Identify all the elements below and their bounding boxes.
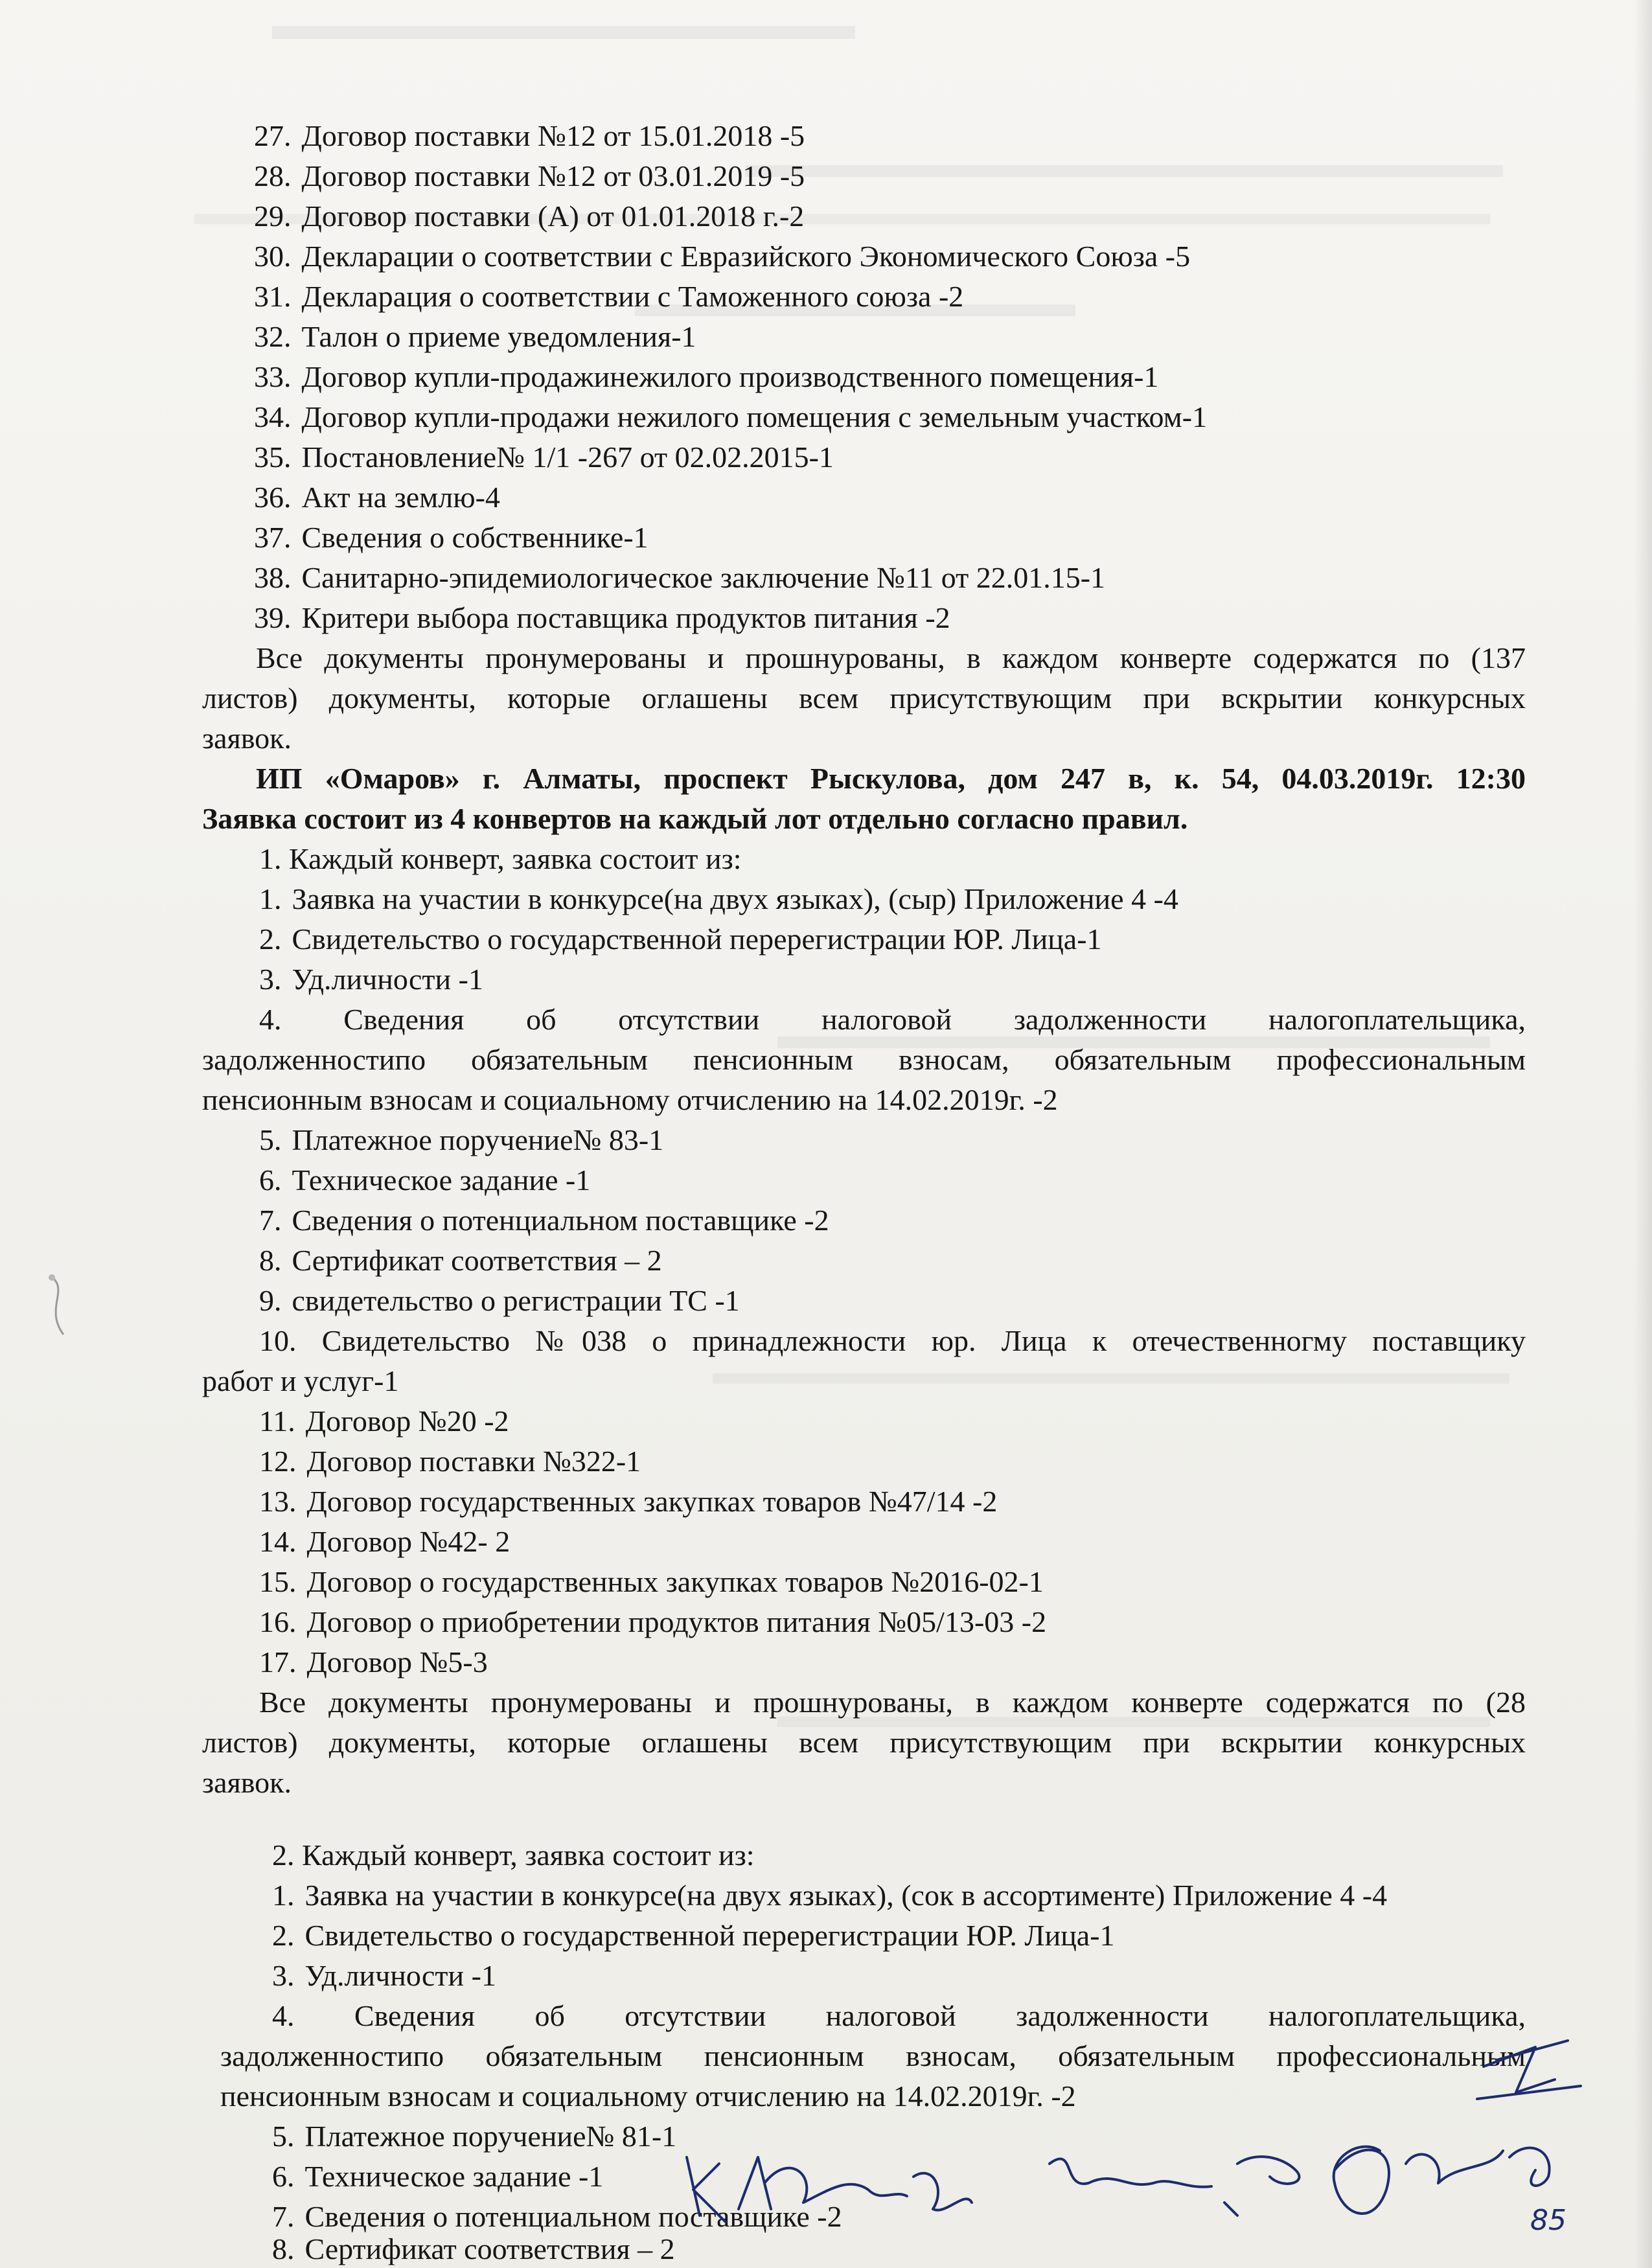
list-item-continuation: пенсионным взносам и социальному отчислению на 14.02.2019г. -2 — [220, 2079, 1076, 2113]
item-text: Договор о государственных закупках товаров №2016-02-1 — [306, 1565, 1044, 1598]
list-item: 4. Сведения об отсутствии налоговой задолженности налогоплательщика, — [272, 1999, 1526, 2032]
item-text: Свидетельство о государственной перерегистрации ЮР. Лица-1 — [304, 1919, 1115, 1952]
item-number: 16. — [259, 1605, 297, 1638]
list-item — [272, 1918, 1115, 1954]
item-text: Сертификат соответствия – 2 — [304, 2232, 675, 2265]
list-item — [259, 961, 483, 998]
item-text: Техническое задание -1 — [304, 2160, 604, 2193]
list-item — [259, 1564, 1044, 1600]
item-number: 6. — [259, 1163, 282, 1197]
list-item-continuation: задолженностипо обязательным пенсионным взносам, обязательным профессиональным — [202, 1043, 1526, 1076]
item-text: Заявка на участии в конкурсе(на двух языках), (сыр) Приложение 4 -4 — [292, 882, 1178, 915]
item-text: Уд.личности -1 — [292, 963, 483, 996]
paragraph-line: Все документы пронумерованы и прошнурованы, в каждом конверте содержатся по (28 — [259, 1686, 1526, 1719]
item-text: Договор №42- 2 — [306, 1525, 511, 1558]
list-item — [259, 1604, 1046, 1640]
list-item — [254, 279, 963, 315]
item-text: Уд.личности -1 — [304, 1959, 496, 1992]
item-text: Договор поставки №12 от 15.01.2018 -5 — [301, 119, 805, 152]
list-item — [259, 1483, 997, 1520]
item-number: 29. — [254, 200, 292, 233]
item-number: 11. — [259, 1404, 295, 1438]
item-text: Санитарно-эпидемиологическое заключение №11 от 22.01.15-1 — [301, 561, 1106, 594]
item-text: Декларация о соответствии с Таможенного союза -2 — [301, 280, 964, 313]
list-item — [254, 439, 834, 475]
item-number: 1. — [259, 882, 282, 915]
item-text: Договор купли-продажинежилого производственного помещения-1 — [301, 360, 1159, 393]
item-number: 7. — [259, 1204, 282, 1237]
item-number: 3. — [272, 1959, 295, 1992]
list-item — [259, 1403, 509, 1439]
envelope-intro: 1. Каждый конверт, заявка состоит из: — [259, 842, 742, 875]
list-item — [254, 118, 805, 154]
item-number: 8. — [259, 1244, 282, 1277]
item-text: Договор поставки (А) от 01.01.2018 г.-2 — [301, 200, 805, 233]
list-item — [254, 158, 805, 194]
item-number: 8. — [272, 2232, 295, 2265]
list-item — [272, 1958, 496, 1994]
item-number: 3. — [259, 963, 282, 996]
item-text: свидетельство о регистрации ТС -1 — [292, 1284, 740, 1317]
item-text: Декларации о соответствии с Евразийского Экономического Союза -5 — [301, 240, 1191, 273]
item-number: 32. — [254, 320, 292, 353]
envelope-intro: 2. Каждый конверт, заявка состоит из: — [272, 1838, 755, 1872]
item-text: Договор поставки №322-1 — [306, 1445, 641, 1478]
list-item: 10. Свидетельство №038 о принадлежности юр. Лица к отечественногму поставщику — [259, 1324, 1526, 1357]
list-item — [254, 399, 1207, 435]
item-number: 38. — [254, 561, 292, 594]
item-text: Постановление№ 1/1 -267 от 02.02.2015-1 — [301, 441, 834, 474]
item-text: Сведения о собственнике-1 — [301, 521, 648, 554]
item-number: 9. — [259, 1284, 282, 1317]
paragraph-line: заявок. — [202, 1766, 292, 1799]
list-item — [254, 520, 648, 556]
list-item — [254, 560, 1105, 596]
item-number: 15. — [259, 1565, 297, 1598]
paragraph-line: Все документы пронумерованы и прошнурованы, в каждом конверте содержатся по (137 — [256, 641, 1526, 674]
item-text: Критери выбора поставщика продуктов питания -2 — [301, 601, 950, 634]
item-number: 34. — [254, 400, 292, 433]
item-text: Договор поставки №12 от 03.01.2019 -5 — [301, 159, 805, 192]
item-number: 36. — [254, 481, 292, 514]
list-item — [272, 2118, 676, 2155]
item-number: 5. — [259, 1123, 282, 1156]
list-item — [259, 1122, 663, 1158]
item-number: 14. — [259, 1525, 297, 1558]
list-item — [259, 1162, 590, 1198]
item-number: 7. — [272, 2200, 295, 2233]
paragraph-line: листов) документы, которые оглашены всем присутствующим при вскрытии конкурсных — [202, 1726, 1526, 1759]
item-text: Договор №20 -2 — [305, 1404, 509, 1438]
item-text: Договор о приобретении продуктов питания №05/13-03 -2 — [306, 1605, 1047, 1638]
item-text: Сертификат соответствия – 2 — [292, 1244, 662, 1277]
list-item-continuation: пенсионным взносам и социальному отчислению на 14.02.2019г. -2 — [202, 1083, 1058, 1116]
item-text: Платежное поручение№ 81-1 — [304, 2120, 677, 2153]
item-number: 2. — [259, 922, 282, 956]
list-item — [259, 1524, 510, 1560]
list-item — [254, 238, 1190, 275]
list-item — [259, 881, 1178, 917]
list-item — [272, 2231, 675, 2267]
bidder-subheading: Заявка состоит из 4 конвертов на каждый лот отдельно согласно правил. — [202, 802, 1188, 835]
list-item — [259, 1644, 488, 1680]
item-number: 31. — [254, 280, 292, 313]
item-number: 30. — [254, 240, 292, 273]
list-item — [259, 921, 1102, 957]
item-text: Договор государственных закупках товаров №47/14 -2 — [306, 1485, 998, 1518]
item-number: 13. — [259, 1485, 297, 1518]
list-item — [254, 198, 804, 235]
item-number: 33. — [254, 360, 292, 393]
handwritten-signatures — [661, 1995, 1620, 2254]
item-number: 5. — [272, 2120, 295, 2153]
paragraph-line: листов) документы, которые оглашены всем присутствующим при вскрытии конкурсных — [202, 682, 1526, 715]
list-item-continuation: задолженностипо обязательным пенсионным взносам, обязательным профессиональным — [220, 2039, 1526, 2072]
item-number: 17. — [259, 1645, 297, 1678]
item-text: Договор купли-продажи нежилого помещения с земельным участком-1 — [301, 400, 1208, 433]
item-number: 12. — [259, 1445, 297, 1478]
bidder-heading: ИП «Омаров» г. Алматы, проспект Рыскулова, дом 247 в, к. 54, 04.03.2019г. 12:30 — [256, 762, 1526, 795]
item-text: Платежное поручение№ 83-1 — [292, 1123, 664, 1156]
item-text: Договор №5-3 — [306, 1645, 488, 1678]
item-number: 1. — [272, 1879, 295, 1912]
item-number: 6. — [272, 2160, 295, 2193]
list-item — [272, 2159, 603, 2195]
item-text: Сведения о потенциальном поставщике -2 — [304, 2200, 842, 2233]
page-number: 85 — [1530, 2204, 1566, 2237]
list-item — [259, 1443, 641, 1480]
item-number: 27. — [254, 119, 292, 152]
list-item — [254, 479, 500, 516]
item-number: 37. — [254, 521, 292, 554]
paragraph-line: заявок. — [202, 722, 292, 755]
item-text: Заявка на участии в конкурсе(на двух языках), (сок в ассортименте) Приложение 4 -4 — [304, 1879, 1388, 1912]
list-item — [254, 319, 696, 355]
item-number: 28. — [254, 159, 292, 192]
item-text: Талон о приеме уведомления-1 — [301, 320, 696, 353]
list-item — [259, 1283, 740, 1319]
item-text: Свидетельство о государственной перерегистрации ЮР. Лица-1 — [292, 922, 1102, 956]
item-text: Сведения о потенциальном поставщике -2 — [292, 1204, 829, 1237]
item-number: 2. — [272, 1919, 295, 1952]
item-text: Акт на землю-4 — [301, 481, 500, 514]
list-item — [272, 1877, 1387, 1914]
list-item — [259, 1243, 662, 1279]
item-number: 39. — [254, 601, 292, 634]
list-item — [254, 600, 950, 636]
item-number: 35. — [254, 441, 292, 474]
item-text: Техническое задание -1 — [292, 1163, 591, 1197]
list-item-continuation: работ и услуг-1 — [202, 1364, 399, 1397]
list-item — [259, 1202, 829, 1239]
list-item — [254, 359, 1158, 395]
list-item: 4. Сведения об отсутствии налоговой задолженности налогоплательщика, — [259, 1003, 1526, 1036]
